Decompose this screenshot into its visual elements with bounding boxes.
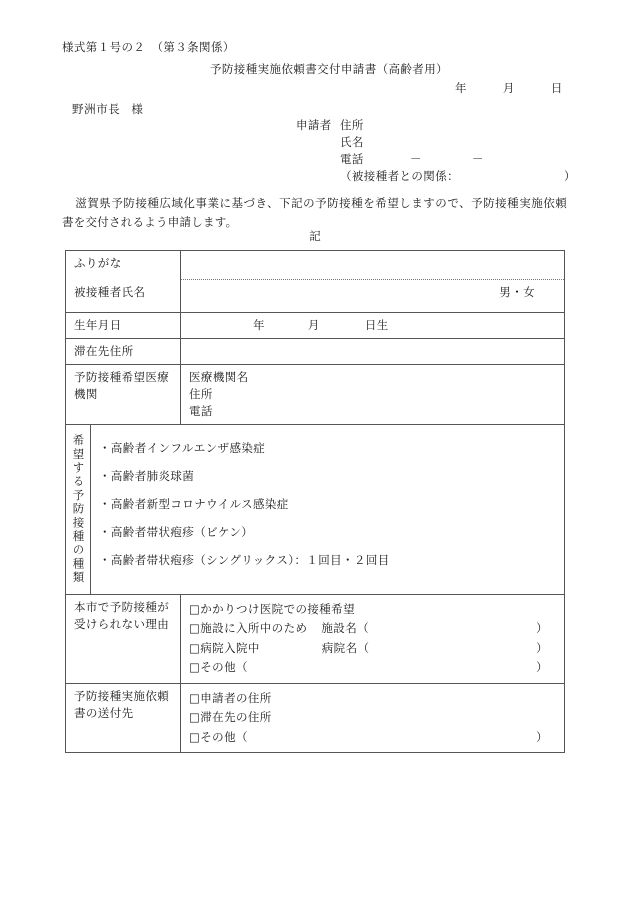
send-label-cell: [66, 683, 181, 753]
reason-paren-open: （: [357, 640, 370, 655]
applicant-relation-row: [296, 168, 576, 185]
reason-option-other[interactable]: [189, 658, 564, 678]
furigana-label-cell: [66, 251, 181, 280]
clinic-tel-label: 電話: [189, 404, 213, 418]
reason-paren-close: ）: [536, 660, 548, 675]
send-option-list: [181, 684, 564, 753]
clinic-name-label: 医療機関名: [189, 370, 249, 384]
table-row-vaccine-types: [66, 425, 565, 595]
document-title: 予防接種実施依頼書交付申請書（高齢者用）: [210, 62, 448, 76]
checkbox-icon[interactable]: □: [189, 729, 201, 744]
send-options-cell[interactable]: [181, 683, 565, 753]
applicant-name-row: [296, 134, 484, 151]
date-day-label: 日: [550, 81, 563, 95]
tel-dash-first: －: [409, 152, 422, 166]
relation-paren-close: ）: [564, 169, 576, 183]
checkbox-icon[interactable]: □: [189, 710, 201, 725]
reason-option-facility[interactable]: [189, 619, 564, 639]
applicant-name-label: 氏名: [340, 135, 364, 149]
gender-options[interactable]: 男・女: [499, 285, 535, 299]
birth-day-label: 日生: [364, 318, 389, 332]
tel-dash-second: －: [471, 152, 484, 166]
date-month-label: 月: [502, 81, 515, 95]
applicant-block: [296, 117, 576, 185]
addressee-honorific: 様: [131, 102, 144, 116]
reason-paren-open: （: [235, 660, 248, 675]
vaccine-option[interactable]: ・高齢者帯状疱疹（シングリックス）：１回目・２回目: [99, 552, 390, 567]
clinic-address-label: 住所: [189, 387, 213, 401]
reason-option-hospital[interactable]: [189, 639, 564, 659]
send-paren-close: ）: [536, 729, 548, 744]
birth-month-label: 月: [307, 318, 320, 332]
reason-field-label: 病院名: [321, 640, 358, 655]
reason-label: 本市で予防接種が受けられない理由: [74, 599, 170, 631]
stay-address-label: 滞在先住所: [74, 344, 134, 358]
table-row-send-destination: [66, 683, 565, 753]
reason-option-list: [181, 595, 564, 683]
vaccine-option[interactable]: ・高齢者肺炎球菌: [99, 468, 195, 483]
reason-option-clinic[interactable]: [189, 600, 564, 620]
table-row-clinic: [66, 365, 565, 425]
clinic-label: 予防接種希望医療機関: [74, 370, 170, 401]
furigana-input-cell[interactable]: [181, 251, 565, 280]
checkbox-icon[interactable]: □: [189, 640, 201, 655]
relation-label: （被接種者との関係：: [340, 169, 459, 183]
clinic-label-cell: [66, 365, 181, 425]
send-label: 予防接種実施依頼書の送付先: [74, 688, 170, 720]
name-input-cell[interactable]: [181, 280, 565, 313]
birthdate-input-cell[interactable]: [181, 313, 565, 339]
birthdate-fields: [181, 313, 564, 338]
checkbox-icon[interactable]: □: [189, 690, 201, 705]
table-row-name: [66, 280, 565, 313]
send-option-text: 滞在先の住所: [200, 710, 272, 725]
reason-field-label: 施設名: [321, 621, 358, 636]
furigana-label: ふりがな: [74, 256, 122, 270]
vaccine-list-cell[interactable]: [91, 425, 565, 595]
vaccine-vertical-label: 希望する予防接種の種類: [71, 434, 86, 585]
vaccine-vertical-label-cell: [66, 425, 91, 595]
send-paren-open: （: [235, 729, 248, 744]
date-line: [455, 80, 563, 96]
table-row-furigana: [66, 251, 565, 280]
application-table: [65, 250, 565, 753]
birthdate-label: 生年月日: [74, 318, 122, 332]
table-row-stay-address: [66, 339, 565, 365]
checkbox-icon[interactable]: □: [189, 601, 201, 616]
send-option-applicant-address[interactable]: [189, 689, 564, 709]
vaccine-option[interactable]: ・高齢者インフルエンザ感染症: [99, 440, 266, 455]
table-row-birthdate: [66, 313, 565, 339]
send-option-text: その他: [200, 729, 236, 744]
name-label-cell: [66, 280, 181, 313]
body-paragraph-text: 滋賀県予防接種広域化事業に基づき、下記の予防接種を希望しますので、予防接種実施依頼書を交付されるよう申請します。: [62, 196, 567, 229]
send-option-text: 申請者の住所: [200, 690, 272, 705]
stay-address-label-cell: [66, 339, 181, 365]
addressee: [72, 101, 144, 117]
body-paragraph: [62, 194, 567, 231]
checkbox-icon[interactable]: □: [189, 621, 201, 636]
birthdate-label-cell: [66, 313, 181, 339]
name-label: 被接種者氏名: [74, 284, 146, 299]
reason-option-text: 施設に入所中のため: [200, 621, 308, 636]
applicant-address-row: [296, 117, 484, 134]
applicant-tel-label: 電話: [340, 152, 364, 166]
reason-label-cell: [66, 594, 181, 683]
vaccine-list: [91, 425, 564, 583]
checkbox-icon[interactable]: □: [189, 660, 201, 675]
applicant-group-label: 申請者: [296, 118, 332, 132]
reason-paren-open: （: [357, 621, 369, 636]
reason-option-text: 病院入院中: [200, 640, 260, 655]
reason-paren-close: ）: [536, 621, 548, 636]
reason-option-text: その他: [200, 660, 236, 675]
stay-address-input-cell[interactable]: [181, 339, 565, 365]
table-row-reason: [66, 594, 565, 683]
applicant-tel-row: [296, 151, 484, 168]
clinic-input-cell[interactable]: [181, 365, 565, 425]
form-code: 様式第１号の２ （第３条関係）: [62, 40, 235, 54]
reason-option-text: かかりつけ医院での接種希望: [200, 601, 355, 616]
birth-year-label: 年: [253, 318, 265, 332]
reason-paren-close: ）: [536, 640, 548, 655]
applicant-address-label: 住所: [340, 118, 364, 132]
vaccine-option[interactable]: ・高齢者新型コロナウイルス感染症: [99, 496, 289, 511]
send-option-other[interactable]: [189, 728, 564, 748]
addressee-name: 野洲市長: [72, 102, 121, 116]
send-option-stay-address[interactable]: [189, 708, 564, 728]
reason-options-cell[interactable]: [181, 594, 565, 683]
ki-mark: 記: [309, 229, 321, 243]
vaccine-option[interactable]: ・高齢者帯状疱疹（ビケン）: [99, 524, 254, 539]
date-year-label: 年: [455, 81, 467, 95]
furigana-value: [181, 251, 564, 279]
